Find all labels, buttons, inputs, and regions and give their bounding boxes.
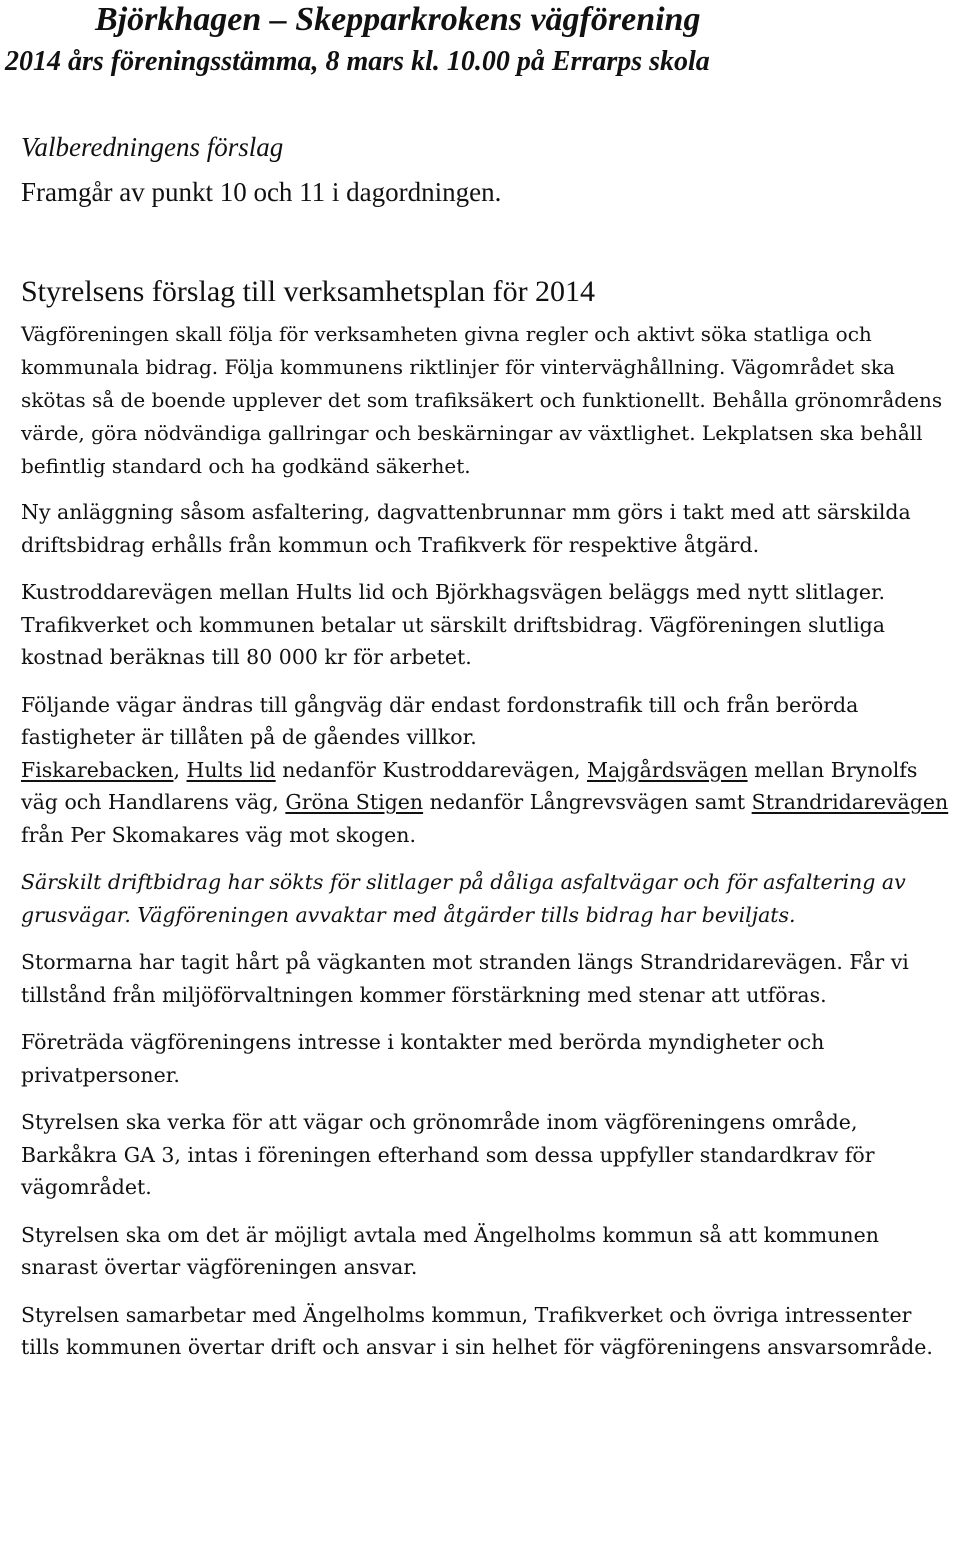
road-list-text: mellan Brynolfs väg och Handlarens väg,: [21, 757, 918, 814]
road-name: Majgårdsvägen: [586, 757, 748, 782]
paragraph-barkakra: Styrelsen ska verka för att vägar och grönområde inom vägföreningens område, Barkåkra GA 3, intas i föreningen efterhand som dessa uppfyller standardkrav för vägområdet.: [21, 1110, 875, 1199]
road-list-text: ,: [173, 757, 187, 782]
road-list-text: nedanför Långrevsvägen samt: [423, 790, 752, 814]
road-list-text: nedanför Kustroddarevägen,: [275, 757, 587, 782]
paragraph-road-list: [21, 754, 951, 852]
paragraph-kustroddarevagen: Kustroddarevägen mellan Hults lid och Björkhagsvägen beläggs med nytt slitlager. Trafikverket och kommunen betalar ut särskilt driftsbidrag. Vägföreningen slutliga kostnad beräknas till 80 000 kr för arbetet.: [21, 580, 886, 669]
paragraph-gangvag: Följande vägar ändras till gångväg där endast fordonstrafik till och från berörda fastigheter är tillåten på de gåendes villkor.: [21, 692, 859, 749]
paragraph-avtala: Styrelsen ska om det är möjligt avtala med Ängelholms kommun så att kommunen snarast övertar vägföreningen ansvar.: [21, 1222, 879, 1279]
valberedning-text: Framgår av punkt 10 och 11 i dagordningen.: [21, 177, 502, 207]
document-page: [5, 0, 951, 1364]
road-name: Hults lid: [186, 757, 276, 782]
verksamhetsplan-intro: Vägföreningen skall följa för verksamheten givna regler och aktivt söka statliga och kommunala bidrag. Följa kommunens riktlinjer för vinterväghållning. Vägområdet ska skötas så de boende upplever det som trafiksäkert och funktionellt. Behålla grönområdens värde, göra nödvändiga gallringar och beskärningar av växtlighet. Lekplatsen ska behåll befintlig standard och ha godkänd säkerhet.: [21, 322, 943, 478]
road-name: Strandridarevägen: [751, 790, 949, 814]
document-title: Björkhagen – Skepparkrokens vägförening: [95, 1, 701, 38]
paragraph-stormarna: Stormarna har tagit hårt på vägkanten mot stranden längs Strandridarevägen. Får vi tillstånd från miljöförvaltningen kommer förstärkning med stenar att utföras.: [21, 950, 909, 1007]
verksamhetsplan-heading: Styrelsens förslag till verksamhetsplan för 2014: [21, 275, 596, 308]
document-subtitle: 2014 års föreningsstämma, 8 mars kl. 10.00 på Errarps skola: [5, 46, 710, 77]
valberedning-heading: Valberedningens förslag: [21, 132, 284, 162]
paragraph-foretrada: Företräda vägföreningens intresse i kontakter med berörda myndigheter och privatpersoner.: [21, 1030, 825, 1087]
road-list-text: från Per Skomakares väg mot skogen.: [21, 822, 416, 847]
paragraph-driftbidrag: Särskilt driftbidrag har sökts för slitlager på dåliga asfaltvägar och för asfaltering av grusvägar. Vägföreningen avvaktar med åtgärder tills bidrag har beviljats.: [21, 870, 906, 927]
paragraph-ny-anlaggning: Ny anläggning såsom asfaltering, dagvattenbrunnar mm görs i takt med att särskilda driftsbidrag erhålls från kommun och Trafikverk för respektive åtgärd.: [21, 500, 911, 557]
road-name: Fiskarebacken: [21, 757, 174, 782]
road-name: Gröna Stigen: [285, 790, 424, 814]
paragraph-samarbetar: Styrelsen samarbetar med Ängelholms kommun, Trafikverket och övriga intressenter tills kommunen övertar drift och ansvar i sin helhet för vägföreningens ansvarsområde.: [21, 1302, 933, 1359]
